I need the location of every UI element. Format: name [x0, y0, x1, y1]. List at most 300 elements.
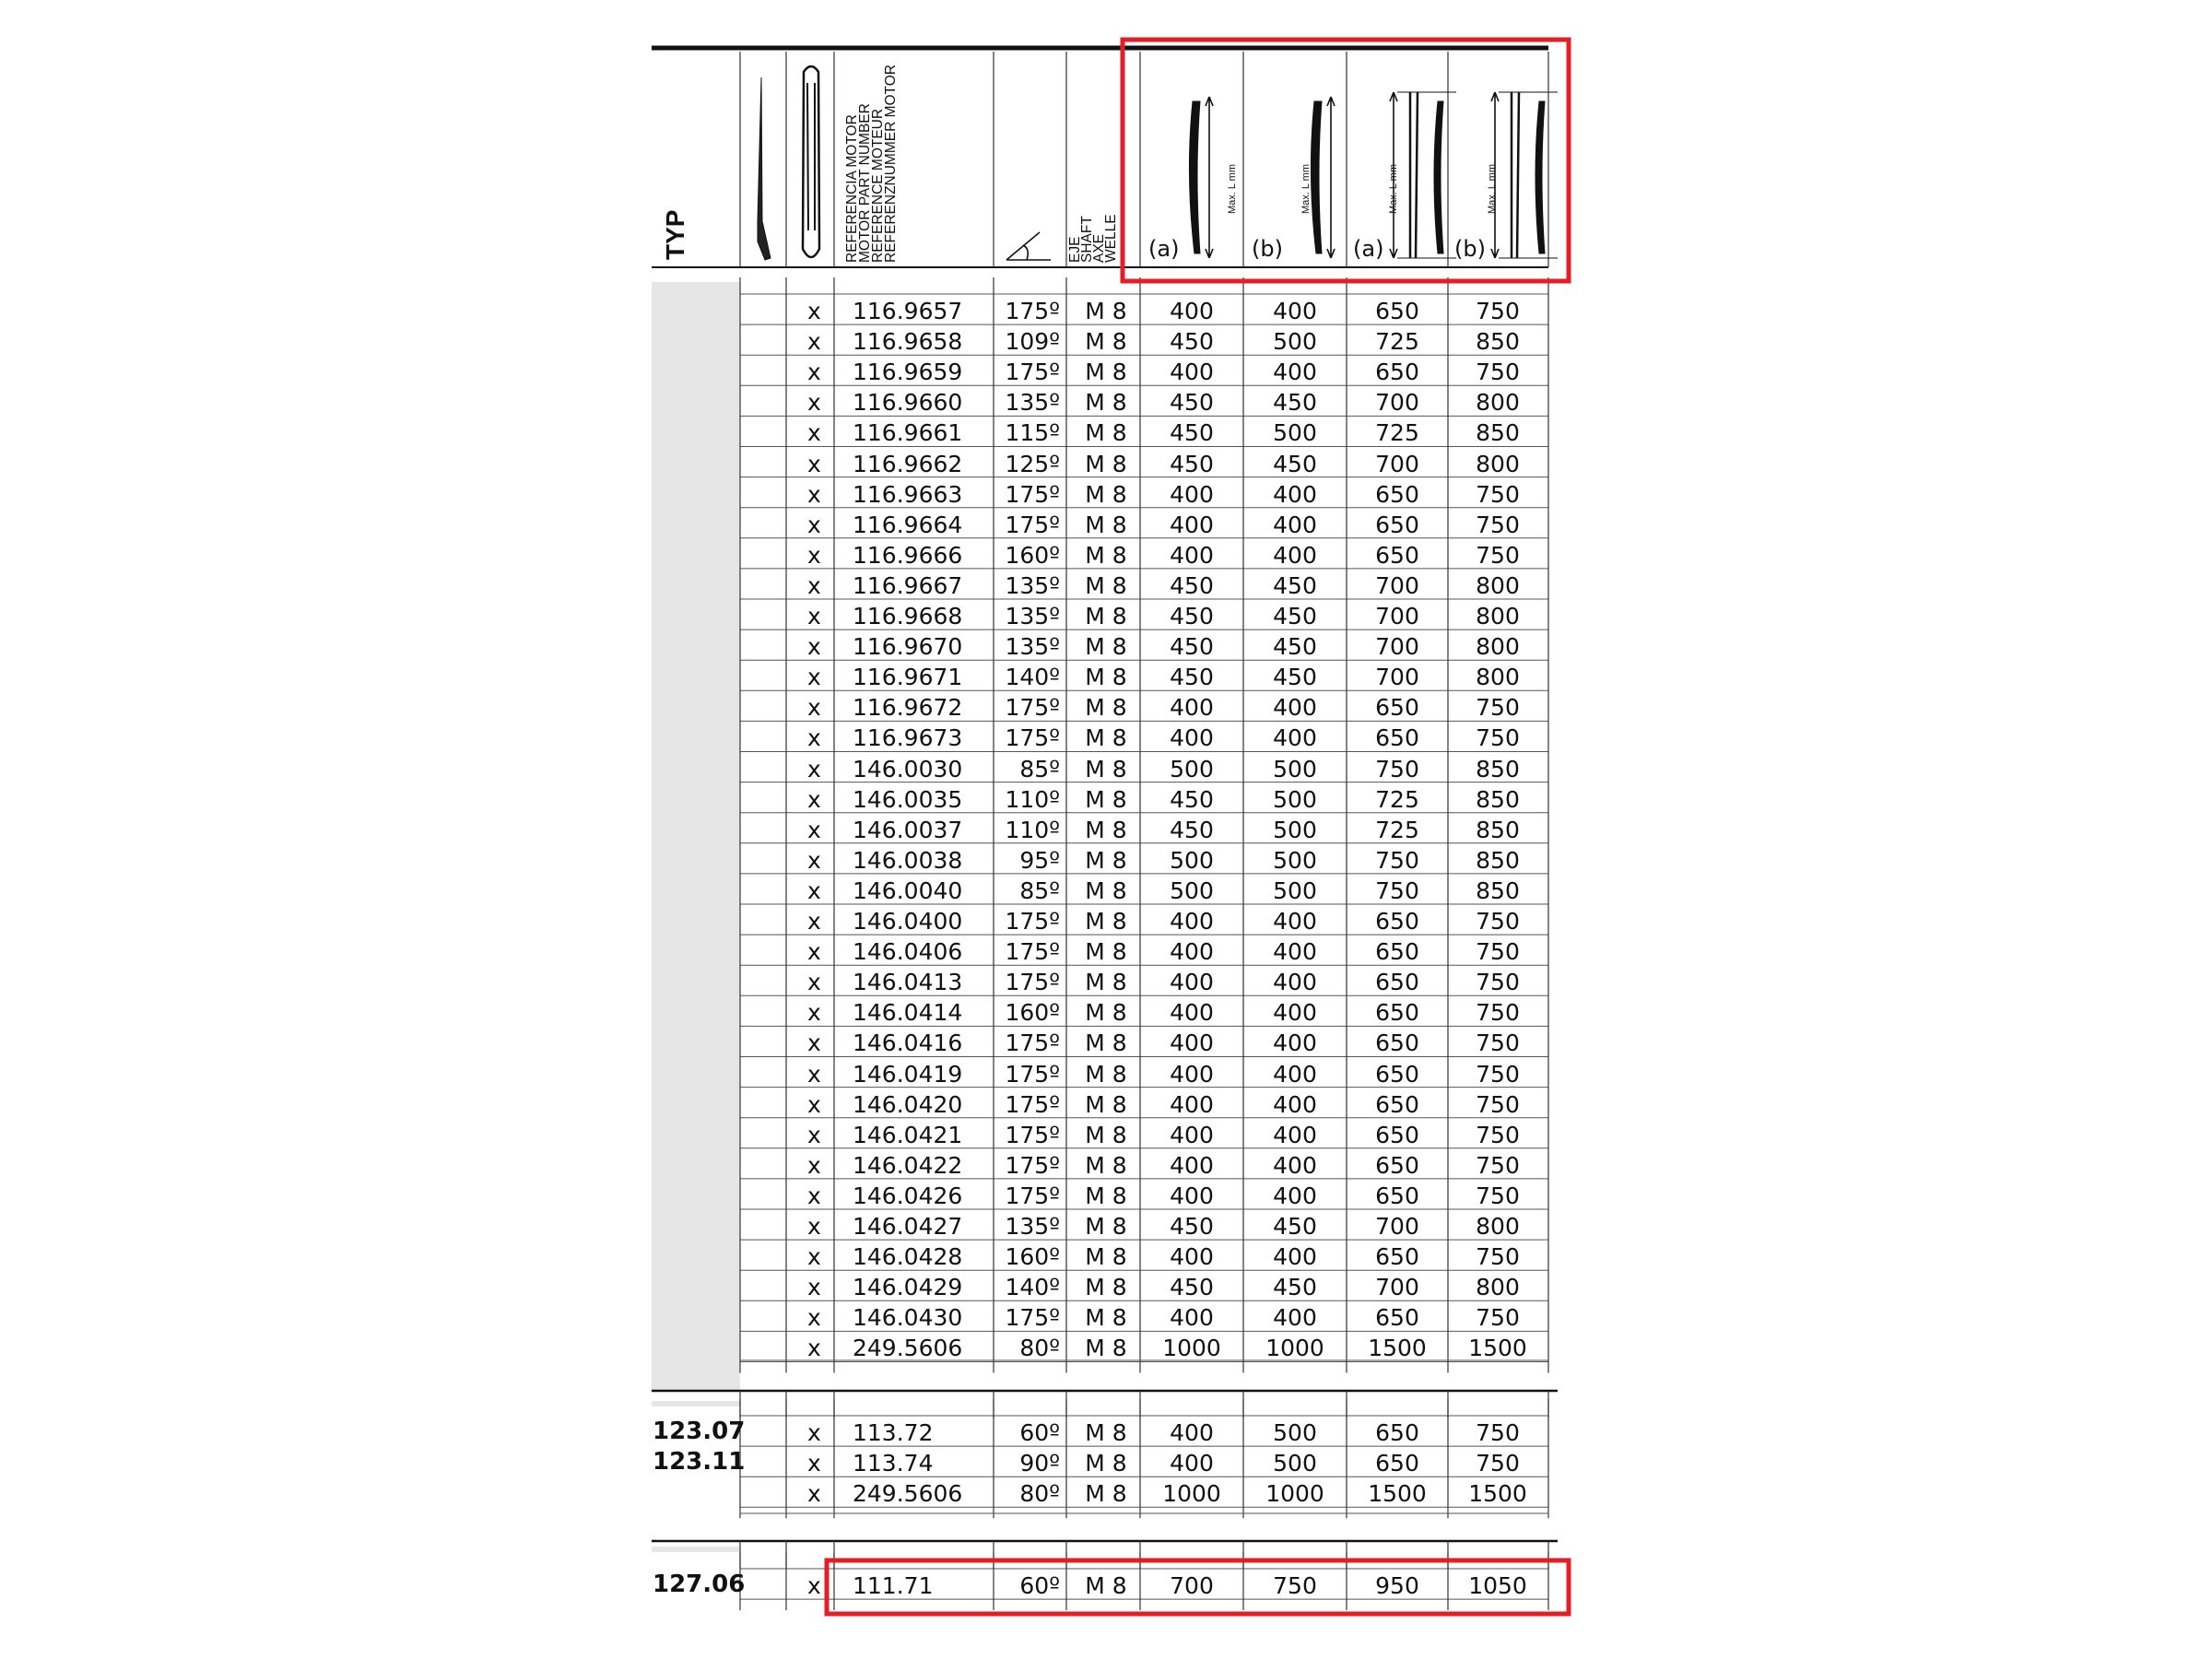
blade-a-cell: 400 — [1170, 359, 1214, 386]
arm-a-cell: 650 — [1375, 359, 1419, 386]
arm-b-cell: 750 — [1476, 1151, 1520, 1179]
blade-b-cell: 500 — [1273, 846, 1317, 874]
shaft-cell: M 8 — [1085, 999, 1127, 1027]
marker-cell: x — [807, 694, 821, 722]
angle-cell: 90º — [1019, 1450, 1060, 1477]
blade-b-cell: 400 — [1273, 1151, 1317, 1179]
blade-b-cell: 500 — [1273, 1450, 1317, 1477]
motor-ref-cell: 146.0400 — [853, 908, 963, 935]
arm-a-cell: 650 — [1375, 298, 1419, 324]
shaft-cell: M 8 — [1085, 389, 1127, 417]
motor-ref-cell: 111.71 — [853, 1572, 934, 1599]
arm-b-cell: 850 — [1476, 419, 1520, 447]
shaft-cell: M 8 — [1085, 1030, 1127, 1057]
motor-ref-cell: 146.0035 — [853, 785, 963, 813]
shaft-cell: M 8 — [1085, 664, 1127, 691]
blade-b-cell: 400 — [1273, 1060, 1317, 1088]
arm-b-cell: 1050 — [1468, 1572, 1527, 1599]
shaft-cell: M 8 — [1085, 1335, 1127, 1362]
arm-b-cell: 750 — [1476, 1450, 1520, 1477]
arm-a-cell: 650 — [1375, 1419, 1419, 1446]
angle-cell: 135º — [1005, 633, 1060, 661]
shaft-cell: M 8 — [1085, 633, 1127, 661]
blade-type-label: (a) — [1148, 236, 1180, 262]
arm-a-cell: 650 — [1375, 999, 1419, 1027]
shaft-header-line: AXE — [1091, 233, 1107, 263]
angle-cell: 175º — [1005, 1304, 1060, 1332]
blade-a-cell: 450 — [1170, 816, 1214, 843]
blade-a-cell: 400 — [1170, 298, 1214, 324]
blade-b-cell: 400 — [1273, 1182, 1317, 1209]
angle-cell: 175º — [1005, 724, 1060, 752]
blade-b-cell: 450 — [1273, 389, 1317, 417]
blade-a-cell: 400 — [1170, 1182, 1214, 1209]
shaft-cell: M 8 — [1085, 298, 1127, 324]
shaft-cell: M 8 — [1085, 1450, 1127, 1477]
motor-ref-cell: 116.9672 — [853, 694, 963, 722]
angle-cell: 80º — [1019, 1480, 1060, 1508]
motor-ref-header-line: REFERENZNUMMER MOTOR — [883, 65, 899, 263]
blade-b-cell: 450 — [1273, 1274, 1317, 1301]
shaft-cell: M 8 — [1085, 908, 1127, 935]
motor-ref-cell: 146.0421 — [853, 1121, 963, 1148]
shaft-header-line: EJE — [1067, 236, 1083, 263]
angle-cell: 160º — [1005, 999, 1060, 1027]
blade-a-cell: 400 — [1170, 694, 1214, 722]
angle-cell: 160º — [1005, 541, 1060, 569]
arm-a-cell: 750 — [1375, 846, 1419, 874]
blade-b-cell: 500 — [1273, 328, 1317, 356]
angle-cell: 175º — [1005, 908, 1060, 935]
blade-b-cell: 400 — [1273, 1304, 1317, 1332]
angle-cell: 175º — [1005, 1182, 1060, 1209]
max-length-label: Max. L mm — [1487, 164, 1498, 214]
arm-a-cell: 750 — [1375, 755, 1419, 782]
marker-cell: x — [807, 603, 821, 629]
shaft-cell: M 8 — [1085, 816, 1127, 843]
shaft-cell: M 8 — [1085, 1121, 1127, 1148]
blade-type-label: (a) — [1353, 236, 1384, 262]
shaft-cell: M 8 — [1085, 724, 1127, 752]
motor-ref-cell: 116.9666 — [853, 541, 963, 569]
marker-cell: x — [807, 1480, 821, 1508]
shaft-header-line: WELLE — [1103, 214, 1119, 263]
arm-a-cell: 650 — [1375, 1090, 1419, 1118]
arm-a-cell: 725 — [1375, 419, 1419, 447]
shaft-header-line: SHAFT — [1079, 216, 1095, 263]
blade-b-cell: 400 — [1273, 359, 1317, 386]
blade-b-cell: 1000 — [1265, 1480, 1324, 1508]
arm-a-cell: 650 — [1375, 1151, 1419, 1179]
arm-b-cell: 750 — [1476, 541, 1520, 569]
marker-cell: x — [807, 1090, 821, 1118]
arm-b-cell: 800 — [1476, 603, 1520, 629]
arm-b-cell: 750 — [1476, 724, 1520, 752]
blade-a-cell: 450 — [1170, 664, 1214, 691]
arm-b-cell: 800 — [1476, 664, 1520, 691]
arm-a-cell: 700 — [1375, 664, 1419, 691]
arm-b-cell: 750 — [1476, 1419, 1520, 1446]
blade-b-cell: 400 — [1273, 1090, 1317, 1118]
arm-b-cell: 850 — [1476, 816, 1520, 843]
motor-ref-cell: 146.0429 — [853, 1274, 963, 1301]
arm-b-cell: 800 — [1476, 450, 1520, 477]
blade-a-cell: 400 — [1170, 908, 1214, 935]
blade-b-cell: 400 — [1273, 298, 1317, 324]
marker-cell: x — [807, 1121, 821, 1148]
blade-a-cell: 450 — [1170, 571, 1214, 599]
marker-cell: x — [807, 1030, 821, 1057]
blade-b-cell: 450 — [1273, 571, 1317, 599]
blade-b-cell: 400 — [1273, 1243, 1317, 1271]
angle-cell: 175º — [1005, 938, 1060, 966]
arm-a-cell: 650 — [1375, 1450, 1419, 1477]
motor-ref-cell: 116.9658 — [853, 328, 963, 356]
arm-b-cell: 750 — [1476, 938, 1520, 966]
shaft-cell: M 8 — [1085, 511, 1127, 538]
marker-cell: x — [807, 1213, 821, 1240]
angle-cell: 175º — [1005, 511, 1060, 538]
blade-a-cell: 400 — [1170, 511, 1214, 538]
blade-a-cell: 450 — [1170, 1274, 1214, 1301]
marker-cell: x — [807, 1274, 821, 1301]
motor-ref-cell: 116.9661 — [853, 419, 963, 447]
arm-a-cell: 700 — [1375, 1274, 1419, 1301]
motor-ref-cell: 116.9667 — [853, 571, 963, 599]
angle-cell: 140º — [1005, 1274, 1060, 1301]
arm-b-cell: 800 — [1476, 389, 1520, 417]
arm-b-cell: 750 — [1476, 1060, 1520, 1088]
blade-a-cell: 400 — [1170, 1419, 1214, 1446]
blade-b-cell: 400 — [1273, 694, 1317, 722]
marker-cell: x — [807, 755, 821, 782]
blade-a-cell: 400 — [1170, 969, 1214, 996]
arm-b-cell: 750 — [1476, 1304, 1520, 1332]
marker-cell: x — [807, 511, 821, 538]
shaft-cell: M 8 — [1085, 1419, 1127, 1446]
motor-ref-cell: 116.9663 — [853, 480, 963, 508]
arm-a-cell: 650 — [1375, 511, 1419, 538]
blade-a-cell: 700 — [1170, 1572, 1214, 1599]
blade-a-cell: 500 — [1170, 846, 1214, 874]
motor-ref-cell: 116.9673 — [853, 724, 963, 752]
arm-b-cell: 850 — [1476, 877, 1520, 904]
marker-cell: x — [807, 816, 821, 843]
marker-cell: x — [807, 1572, 821, 1599]
motor-ref-cell: 146.0030 — [853, 755, 963, 782]
arm-b-cell: 750 — [1476, 511, 1520, 538]
blade-b-cell: 450 — [1273, 1213, 1317, 1240]
arm-b-cell: 750 — [1476, 908, 1520, 935]
blade-a-cell: 400 — [1170, 1304, 1214, 1332]
shaft-cell: M 8 — [1085, 1274, 1127, 1301]
marker-cell: x — [807, 1243, 821, 1271]
marker-cell: x — [807, 664, 821, 691]
blade-a-cell: 400 — [1170, 1243, 1214, 1271]
blade-a-cell: 400 — [1170, 480, 1214, 508]
motor-ref-cell: 113.72 — [853, 1419, 934, 1446]
angle-cell: 85º — [1019, 755, 1060, 782]
arm-a-cell: 650 — [1375, 480, 1419, 508]
shaft-cell: M 8 — [1085, 1213, 1127, 1240]
blade-a-cell: 400 — [1170, 724, 1214, 752]
blade-a-cell: 450 — [1170, 389, 1214, 417]
angle-cell: 115º — [1005, 419, 1060, 447]
marker-cell: x — [807, 999, 821, 1027]
angle-cell: 175º — [1005, 359, 1060, 386]
angle-cell: 175º — [1005, 298, 1060, 324]
motor-ref-cell: 116.9660 — [853, 389, 963, 417]
arm-a-cell: 650 — [1375, 541, 1419, 569]
arm-a-cell: 700 — [1375, 603, 1419, 629]
arm-b-cell: 800 — [1476, 1274, 1520, 1301]
motor-ref-cell: 116.9657 — [853, 298, 963, 324]
motor-ref-cell: 146.0406 — [853, 938, 963, 966]
arm-a-cell: 650 — [1375, 938, 1419, 966]
blade-b-cell: 500 — [1273, 877, 1317, 904]
typ-header: TYP — [661, 209, 689, 260]
shaft-cell: M 8 — [1085, 603, 1127, 629]
motor-ref-cell: 113.74 — [853, 1450, 934, 1477]
marker-cell: x — [807, 450, 821, 477]
arm-a-cell: 650 — [1375, 724, 1419, 752]
blade-a-cell: 400 — [1170, 1450, 1214, 1477]
blade-b-cell: 400 — [1273, 1030, 1317, 1057]
marker-cell: x — [807, 1151, 821, 1179]
arm-a-cell: 650 — [1375, 1304, 1419, 1332]
marker-cell: x — [807, 1060, 821, 1088]
marker-cell: x — [807, 328, 821, 356]
motor-ref-cell: 249.5606 — [853, 1335, 963, 1362]
shaft-cell: M 8 — [1085, 1243, 1127, 1271]
angle-cell: 175º — [1005, 1151, 1060, 1179]
arm-a-cell: 650 — [1375, 969, 1419, 996]
blade-type-label: (b) — [1454, 236, 1486, 262]
shaft-cell: M 8 — [1085, 1572, 1127, 1599]
arm-a-cell: 650 — [1375, 1182, 1419, 1209]
blade-a-cell: 400 — [1170, 938, 1214, 966]
max-length-label: Max. L mm — [1300, 164, 1312, 214]
shaft-cell: M 8 — [1085, 877, 1127, 904]
blade-a-cell: 400 — [1170, 1060, 1214, 1088]
marker-cell: x — [807, 389, 821, 417]
motor-ref-header-line: REFERENCIA MOTOR — [844, 114, 860, 263]
marker-cell: x — [807, 1419, 821, 1446]
angle-cell: 135º — [1005, 1213, 1060, 1240]
arm-b-cell: 800 — [1476, 633, 1520, 661]
angle-cell: 60º — [1019, 1572, 1060, 1599]
blade-b-cell: 400 — [1273, 1121, 1317, 1148]
arm-a-cell: 950 — [1375, 1572, 1419, 1599]
marker-cell: x — [807, 419, 821, 447]
motor-ref-cell: 146.0430 — [853, 1304, 963, 1332]
blade-a-cell: 450 — [1170, 603, 1214, 629]
shaft-cell: M 8 — [1085, 755, 1127, 782]
motor-ref-cell: 146.0420 — [853, 1090, 963, 1118]
angle-cell: 110º — [1005, 816, 1060, 843]
arm-b-cell: 750 — [1476, 969, 1520, 996]
angle-cell: 95º — [1019, 846, 1060, 874]
angle-cell: 109º — [1005, 328, 1060, 356]
angle-cell: 175º — [1005, 694, 1060, 722]
angle-cell: 85º — [1019, 877, 1060, 904]
arm-a-cell: 725 — [1375, 328, 1419, 356]
motor-ref-cell: 146.0038 — [853, 846, 963, 874]
shaft-cell: M 8 — [1085, 846, 1127, 874]
blade-a-cell: 450 — [1170, 328, 1214, 356]
blade-b-cell: 750 — [1273, 1572, 1317, 1599]
marker-cell: x — [807, 785, 821, 813]
blade-a-cell: 400 — [1170, 1090, 1214, 1118]
blade-b-cell: 500 — [1273, 816, 1317, 843]
marker-cell: x — [807, 969, 821, 996]
motor-ref-cell: 146.0428 — [853, 1243, 963, 1271]
marker-cell: x — [807, 571, 821, 599]
arm-b-cell: 750 — [1476, 1182, 1520, 1209]
blade-b-cell: 450 — [1273, 664, 1317, 691]
angle-cell: 175º — [1005, 1060, 1060, 1088]
arm-a-cell: 650 — [1375, 1243, 1419, 1271]
angle-cell: 110º — [1005, 785, 1060, 813]
arm-b-cell: 750 — [1476, 1243, 1520, 1271]
blade-a-cell: 450 — [1170, 1213, 1214, 1240]
marker-cell: x — [807, 877, 821, 904]
shaft-cell: M 8 — [1085, 785, 1127, 813]
blade-a-cell: 450 — [1170, 785, 1214, 813]
blade-b-cell: 400 — [1273, 541, 1317, 569]
motor-ref-cell: 116.9670 — [853, 633, 963, 661]
shaft-cell: M 8 — [1085, 1060, 1127, 1088]
motor-ref-cell: 146.0426 — [853, 1182, 963, 1209]
arm-b-cell: 750 — [1476, 1121, 1520, 1148]
arm-a-cell: 725 — [1375, 816, 1419, 843]
blade-a-cell: 450 — [1170, 450, 1214, 477]
typ-cell: 123.11 — [653, 1448, 746, 1477]
arm-b-cell: 750 — [1476, 359, 1520, 386]
arm-b-cell: 850 — [1476, 328, 1520, 356]
marker-cell: x — [807, 1304, 821, 1332]
shaft-cell: M 8 — [1085, 938, 1127, 966]
arm-b-cell: 800 — [1476, 571, 1520, 599]
arm-b-cell: 850 — [1476, 755, 1520, 782]
motor-ref-cell: 146.0416 — [853, 1030, 963, 1057]
arm-a-cell: 700 — [1375, 450, 1419, 477]
motor-ref-cell: 116.9662 — [853, 450, 963, 477]
motor-ref-cell: 146.0414 — [853, 999, 963, 1027]
max-length-label: Max. L mm — [1227, 164, 1238, 214]
marker-cell: x — [807, 541, 821, 569]
blade-type-label: (b) — [1252, 236, 1283, 262]
shaft-cell: M 8 — [1085, 541, 1127, 569]
typ-cell: 123.07 — [653, 1418, 746, 1445]
typ-cell: 127.06 — [653, 1571, 746, 1598]
arm-a-cell: 650 — [1375, 694, 1419, 722]
blade-a-cell: 400 — [1170, 999, 1214, 1027]
blade-b-cell: 400 — [1273, 938, 1317, 966]
blade-b-cell: 400 — [1273, 908, 1317, 935]
arm-b-cell: 750 — [1476, 298, 1520, 324]
blade-b-cell: 500 — [1273, 755, 1317, 782]
blade-b-cell: 500 — [1273, 785, 1317, 813]
blade-b-cell: 450 — [1273, 450, 1317, 477]
shaft-cell: M 8 — [1085, 1182, 1127, 1209]
blade-b-cell: 1000 — [1265, 1335, 1324, 1362]
arm-b-cell: 850 — [1476, 846, 1520, 874]
arm-a-cell: 700 — [1375, 633, 1419, 661]
motor-ref-cell: 249.5606 — [853, 1480, 963, 1508]
marker-cell: x — [807, 938, 821, 966]
marker-cell: x — [807, 1450, 821, 1477]
motor-ref-cell: 146.0037 — [853, 816, 963, 843]
blade-a-cell: 400 — [1170, 1121, 1214, 1148]
arm-a-cell: 1500 — [1368, 1480, 1427, 1508]
arm-a-cell: 700 — [1375, 389, 1419, 417]
shaft-cell: M 8 — [1085, 359, 1127, 386]
angle-cell: 135º — [1005, 389, 1060, 417]
blade-a-cell: 400 — [1170, 1030, 1214, 1057]
blade-a-cell: 500 — [1170, 877, 1214, 904]
shaft-cell: M 8 — [1085, 1480, 1127, 1508]
shaft-cell: M 8 — [1085, 328, 1127, 356]
angle-cell: 140º — [1005, 664, 1060, 691]
arm-a-cell: 1500 — [1368, 1335, 1427, 1362]
motor-ref-header-line: REFERENCE MOTEUR — [870, 108, 886, 263]
blade-a-cell: 400 — [1170, 1151, 1214, 1179]
blade-a-cell: 450 — [1170, 419, 1214, 447]
angle-cell: 135º — [1005, 571, 1060, 599]
arm-a-cell: 650 — [1375, 1121, 1419, 1148]
shaft-cell: M 8 — [1085, 1304, 1127, 1332]
arm-b-cell: 1500 — [1468, 1335, 1527, 1362]
arm-b-cell: 750 — [1476, 1090, 1520, 1118]
blade-a-cell: 1000 — [1162, 1480, 1221, 1508]
shaft-cell: M 8 — [1085, 450, 1127, 477]
motor-ref-header-line: MOTOR PART NUMBER — [857, 103, 873, 263]
blade-a-cell: 1000 — [1162, 1335, 1221, 1362]
shaft-cell: M 8 — [1085, 1151, 1127, 1179]
marker-cell: x — [807, 908, 821, 935]
arm-b-cell: 750 — [1476, 480, 1520, 508]
arm-b-cell: 1500 — [1468, 1480, 1527, 1508]
max-length-label: Max. L mm — [1388, 164, 1399, 214]
motor-ref-cell: 146.0040 — [853, 877, 963, 904]
blade-a-cell: 400 — [1170, 541, 1214, 569]
arm-b-cell: 800 — [1476, 1213, 1520, 1240]
angle-cell: 175º — [1005, 1121, 1060, 1148]
motor-ref-cell: 146.0427 — [853, 1213, 963, 1240]
arm-a-cell: 700 — [1375, 1213, 1419, 1240]
blade-b-cell: 400 — [1273, 511, 1317, 538]
marker-cell: x — [807, 846, 821, 874]
arm-b-cell: 750 — [1476, 1030, 1520, 1057]
motor-ref-cell: 146.0419 — [853, 1060, 963, 1088]
arm-a-cell: 650 — [1375, 1030, 1419, 1057]
motor-ref-cell: 116.9664 — [853, 511, 963, 538]
marker-cell: x — [807, 1182, 821, 1209]
arm-b-cell: 750 — [1476, 694, 1520, 722]
blade-b-cell: 400 — [1273, 969, 1317, 996]
angle-cell: 135º — [1005, 603, 1060, 629]
shaft-cell: M 8 — [1085, 969, 1127, 996]
blade-b-cell: 400 — [1273, 480, 1317, 508]
angle-cell: 175º — [1005, 1030, 1060, 1057]
angle-cell: 160º — [1005, 1243, 1060, 1271]
angle-cell: 175º — [1005, 969, 1060, 996]
arm-b-cell: 750 — [1476, 999, 1520, 1027]
blade-b-cell: 400 — [1273, 999, 1317, 1027]
marker-cell: x — [807, 724, 821, 752]
shaft-cell: M 8 — [1085, 480, 1127, 508]
